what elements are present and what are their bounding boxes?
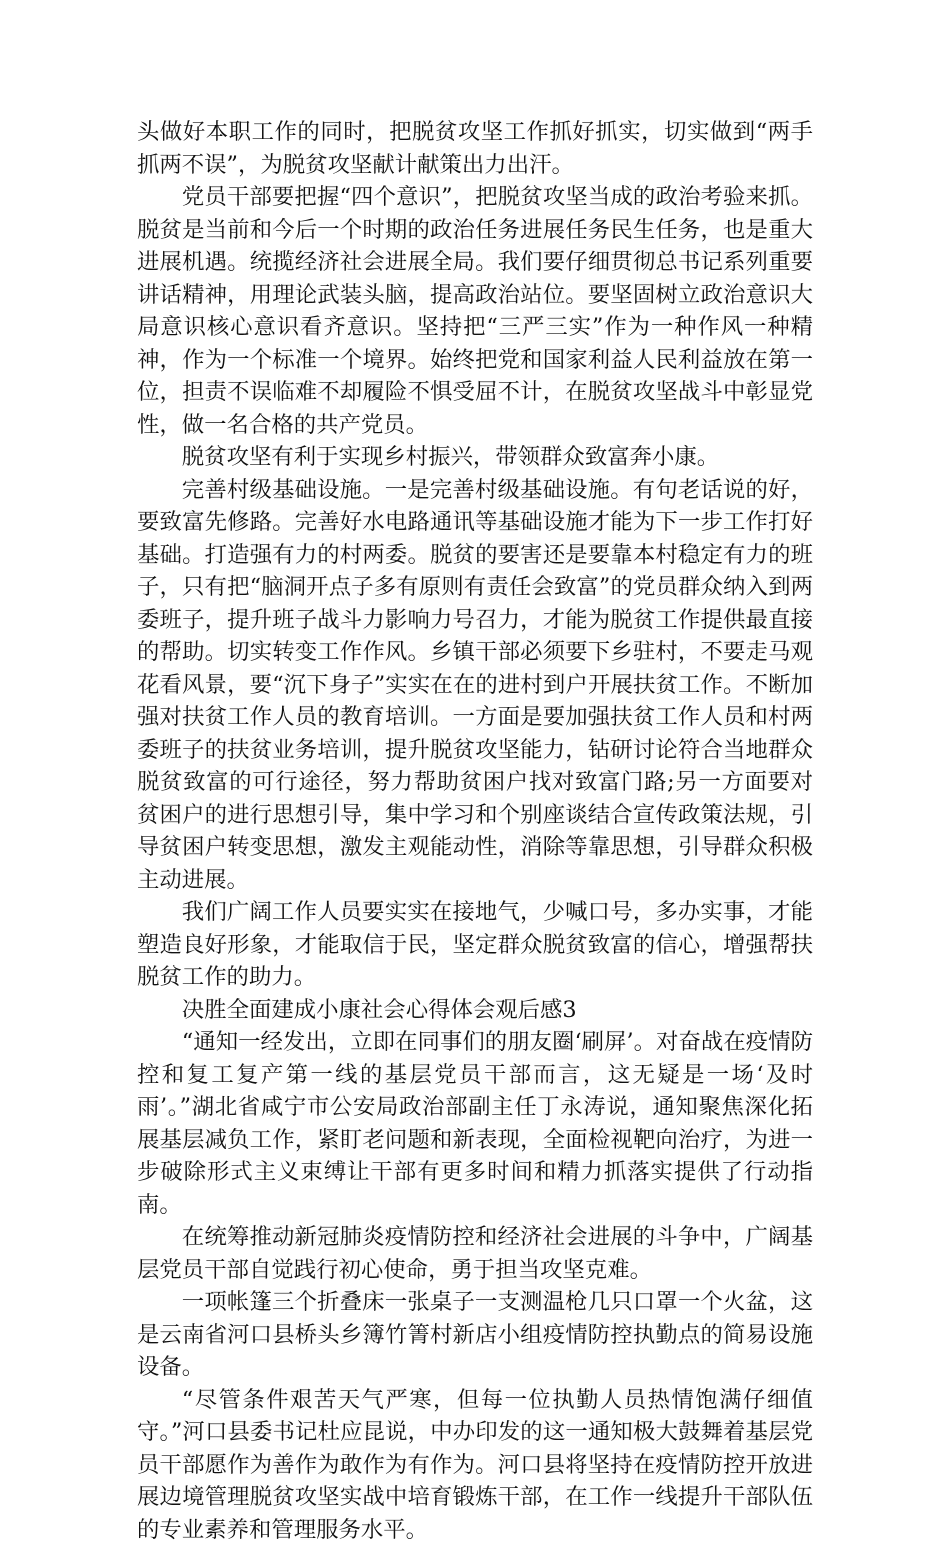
document-page (137, 116, 813, 1546)
paragraph-7: “通知一经发出，立即在同事们的朋友圈‘刷屏’。对奋战在疫情防控和复工复产第一线的基层党员干部而言，这无疑是一场‘及时雨’。”湖北省咸宁市公安局政治部副主任丁永涛说，通知聚焦深化拓展基层减负工作，紧盯老问题和新表现，全面检视靶向治疗，为进一步破除形式主义束缚让干部有更多时间和精力抓落实提供了行动指南。 (137, 1026, 813, 1221)
paragraph-5: 我们广阔工作人员要实实在接地气，少喊口号，多办实事，才能塑造良好形象，才能取信于民，坚定群众脱贫致富的信心，增强帮扶脱贫工作的助力。 (137, 896, 813, 994)
paragraph-9: 一项帐篷三个折叠床一张桌子一支测温枪几只口罩一个火盆，这是云南省河口县桥头乡簿竹箐村新店小组疫情防控执勤点的简易设施设备。 (137, 1286, 813, 1384)
paragraph-1: 头做好本职工作的同时，把脱贫攻坚工作抓好抓实，切实做到“两手抓两不误”，为脱贫攻坚献计献策出力出汗。 (137, 116, 813, 181)
paragraph-3: 脱贫攻坚有利于实现乡村振兴，带领群众致富奔小康。 (137, 441, 813, 474)
paragraph-2: 党员干部要把握“四个意识”，把脱贫攻坚当成的政治考验来抓。脱贫是当前和今后一个时期的政治任务进展任务民生任务，也是重大进展机遇。统揽经济社会进展全局。我们要仔细贯彻总书记系列重要讲话精神，用理论武装头脑，提高政治站位。要坚固树立政治意识大局意识核心意识看齐意识。坚持把“三严三实”作为一种作风一种精神，作为一个标准一个境界。始终把党和国家利益人民利益放在第一位，担责不误临难不却履险不惧受屈不计，在脱贫攻坚战斗中彰显党性，做一名合格的共产党员。 (137, 181, 813, 441)
paragraph-8: 在统筹推动新冠肺炎疫情防控和经济社会进展的斗争中，广阔基层党员干部自觉践行初心使命，勇于担当攻坚克难。 (137, 1221, 813, 1286)
section-heading: 决胜全面建成小康社会心得体会观后感3 (137, 994, 813, 1027)
paragraph-10: “尽管条件艰苦天气严寒，但每一位执勤人员热情饱满仔细值守。”河口县委书记杜应昆说，中办印发的这一通知极大鼓舞着基层党员干部愿作为善作为敢作为有作为。河口县将坚持在疫情防控开放进展边境管理脱贫攻坚实战中培育锻炼干部，在工作一线提升干部队伍的专业素养和管理服务水平。 (137, 1384, 813, 1546)
paragraph-4: 完善村级基础设施。一是完善村级基础设施。有句老话说的好，要致富先修路。完善好水电路通讯等基础设施才能为下一步工作打好基础。打造强有力的村两委。脱贫的要害还是要靠本村稳定有力的班子，只有把“脑洞开点子多有原则有责任会致富”的党员群众纳入到两委班子，提升班子战斗力影响力号召力，才能为脱贫工作提供最直接的帮助。切实转变工作作风。乡镇干部必须要下乡驻村，不要走马观花看风景，要“沉下身子”实实在在的进村到户开展扶贫工作。不断加强对扶贫工作人员的教育培训。一方面是要加强扶贫工作人员和村两委班子的扶贫业务培训，提升脱贫攻坚能力，钻研讨论符合当地群众脱贫致富的可行途径，努力帮助贫困户找对致富门路;另一方面要对贫困户的进行思想引导，集中学习和个别座谈结合宣传政策法规，引导贫困户转变思想，激发主观能动性，消除等靠思想，引导群众积极主动进展。 (137, 474, 813, 897)
